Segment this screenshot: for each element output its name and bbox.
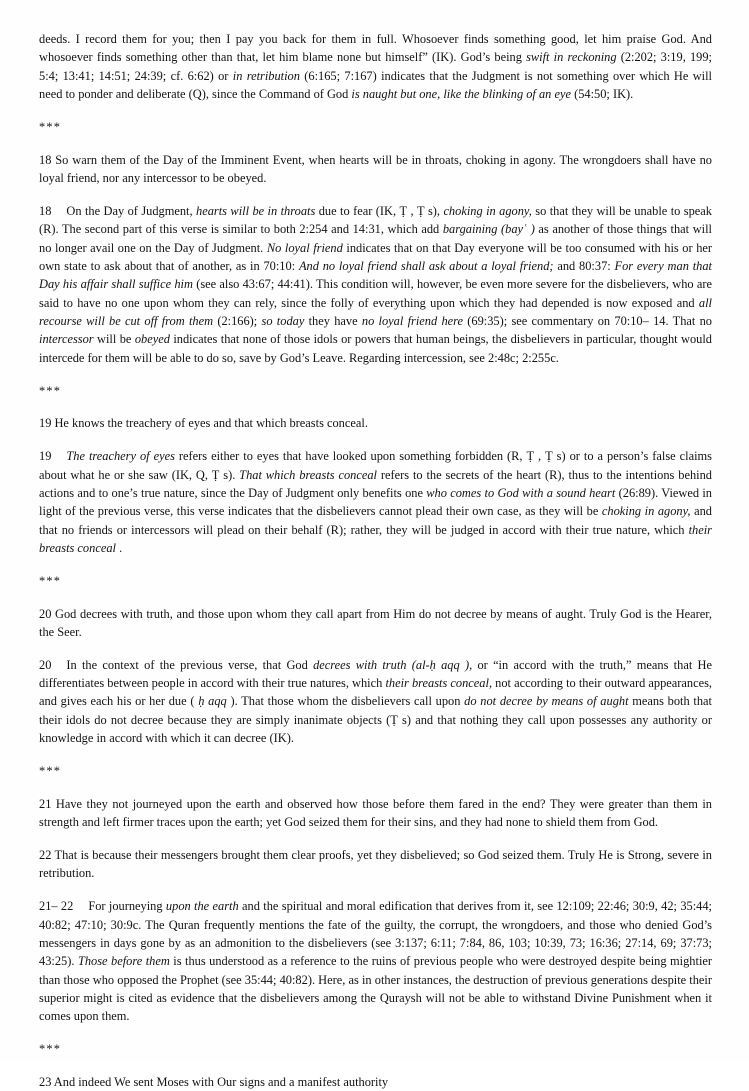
emphasis-text: choking in agony,	[601, 504, 691, 519]
paragraph-continuation-top	[39, 30, 712, 103]
emphasis-text: ḥ aqq	[198, 694, 227, 709]
body-text: as another of those things that will no longer avail one on the Day of Judgment.	[39, 222, 712, 255]
body-text: On the Day of Judgment,	[66, 203, 197, 218]
emphasis-text: swift in reckoning	[526, 50, 617, 65]
body-text: (26:89). Viewed in light of the previous verse, this verse indicates that the disbelievers cannot plead their own case, as they will be	[39, 485, 713, 519]
body-text: 21 Have they not journeyed upon the earth and observed how those before them fared in the end? They were greater than them in strength and left firmer traces upon the earth; yet God seized them for their sins, and they had none to shield them from God.	[39, 796, 712, 830]
emphasis-text: decrees with truth	[313, 657, 407, 672]
body-text: means both that their idols do not decree because they are simply inanimate objects (Ṭ s) and that nothing they call upon possesses any authority or knowledge in accord with which it can decree (IK).	[39, 694, 712, 746]
body-text: (see also 43:67; 44:41). This condition will, however, be even more severe for the disbelievers, who are said to have no one upon whom they can rely, since the folly of everything upon which they had depended is now exposed and	[39, 277, 712, 310]
separator-1: ***	[39, 119, 62, 134]
commentary-21-22	[39, 897, 712, 1025]
emphasis-text: Those before them	[77, 954, 170, 969]
body-text: and 80:37:	[553, 258, 615, 273]
body-text: (2:202; 3:19, 199; 5:4; 13:41; 14:51; 24:39; cf. 6:62) or	[39, 50, 712, 83]
verse-19-text	[39, 414, 712, 432]
emphasis-text: all recourse will be cut off from them	[39, 295, 712, 328]
commentary-18	[39, 202, 712, 367]
commentary-verse-number: 20	[39, 657, 52, 672]
emphasis-text: intercessor	[39, 332, 94, 347]
commentary-verse-number: 21– 22	[39, 899, 74, 914]
verse-23-text	[39, 1073, 712, 1091]
emphasis-text: hearts will be in throats	[196, 203, 316, 218]
body-text: 18 So warn them of the Day of the Imminent Event, when hearts will be in throats, choking in agony. The wrongdoers shall have no loyal friend, nor any intercessor to be obeyed.	[39, 152, 712, 186]
emphasis-text: is naught but one, like the blinking of an eye	[351, 87, 571, 102]
body-text: due to fear (IK, Ṭ , Ṭ s),	[315, 203, 444, 218]
body-text: is thus understood as a reference to the ruins of previous people who were destroyed despite being mightier than those who opposed the Prophet (see 35:44; 40:82). Here, as in other instances, the destruction of previous generations despite their superior might is cited as evidence that the disbelievers among the Quraysh will not be able to withstand Divine Punishment when it comes upon them.	[39, 954, 713, 1024]
body-text: (6:165; 7:167) indicates that the Judgment is not something over which He will need to ponder and deliberate (Q), since the Command of God	[39, 68, 712, 102]
separator-2: ***	[39, 383, 62, 398]
emphasis-text: That which breasts conceal	[239, 467, 377, 482]
body-text: refers either to eyes that have looked upon something forbidden (R, Ṭ , Ṭ s) or to a person’s false claims about what he or she saw (IK, Q, Ṭ s).	[39, 449, 713, 482]
emphasis-text: no loyal friend here	[361, 313, 463, 328]
verse-21-text	[39, 795, 712, 832]
body-text: ). That those whom the disbelievers call upon	[226, 694, 465, 709]
verse-20-text	[39, 605, 712, 642]
commentary-20	[39, 656, 712, 748]
emphasis-text: do not decree by means of aught	[464, 694, 629, 709]
emphasis-text: For every man that Day his affair shall suffice him	[39, 258, 712, 292]
emphasis-text: so today	[261, 313, 305, 328]
body-text: not according to their outward appearances, and gives each his or her due (	[39, 676, 713, 709]
body-text: In the context of the previous verse, that God	[66, 657, 314, 672]
body-text: 22 That is because their messengers brought them clear proofs, yet they disbelieved; so God seized them. Truly He is Strong, severe in retribution.	[39, 848, 712, 881]
emphasis-text: And no loyal friend shall ask about a loyal friend;	[298, 258, 554, 273]
body-text: 19 He knows the treachery of eyes and that which breasts conceal.	[39, 416, 368, 431]
body-text: refers to the secrets of the heart (R), thus to the intentions behind actions and to one’s true nature, since the Day of Judgment only benefits one	[39, 467, 712, 500]
body-text: indicates that on that Day everyone will be too consumed with his or her own state to ask about that of another, as in 70:10:	[39, 240, 713, 273]
emphasis-text: The treachery of eyes	[66, 449, 175, 464]
body-text: (69:35); see commentary on 70:10– 14. That no	[463, 313, 712, 328]
body-text: indicates that none of those idols or powers that human beings, the disbelievers in particular, thought would intercede for them will be able to do so, save by God’s Leave. Regarding intercession, see 2:48c; 2:255c.	[39, 332, 712, 365]
emphasis-text: choking in agony,	[443, 203, 532, 218]
separator-4: ***	[39, 764, 62, 778]
separator-3: ***	[39, 573, 62, 588]
body-text: so that they will be unable to speak (R). The second part of this verse is similar to both 2:254 and 14:31, which add	[39, 203, 712, 237]
body-text: 20 God decrees with truth, and those upon whom they call apart from Him do not decree by means of aught. Truly God is the Hearer, the Seer.	[39, 606, 712, 639]
body-text: (54:50; IK).	[570, 87, 634, 102]
body-text: , or “in accord with the truth,” means that He differentiates between people in accord with their true natures, which	[39, 657, 712, 691]
emphasis-text: (al-ḥ aqq )	[406, 657, 470, 672]
emphasis-text: upon the earth	[165, 899, 239, 914]
body-text: .	[115, 540, 123, 555]
commentary-verse-number: 19	[39, 449, 52, 464]
body-text: and that no friends or intercessors will plead on their behalf (R); rather, they will be judged in accord with their true nature, which	[39, 504, 712, 537]
verse-18-text	[39, 151, 712, 188]
emphasis-text: who comes to God with a sound heart	[426, 485, 616, 500]
body-text: they have	[304, 313, 362, 328]
emphasis-text: their breasts conceal,	[385, 676, 493, 691]
separator-5: ***	[39, 1042, 62, 1057]
verse-22-text	[39, 846, 712, 883]
body-text: (2:166);	[213, 313, 262, 328]
body-text: For journeying	[88, 899, 166, 914]
body-text: deeds. I record them for you; then I pay you back for them in full. Whosoever finds something good, let him praise God. And whosoever finds something other than that, let him blame none but himself” (IK). God’s being	[39, 32, 712, 65]
body-text: will be	[93, 332, 135, 347]
body-text: 23 And indeed We sent Moses with Our signs and a manifest authority	[39, 1074, 389, 1089]
emphasis-text: obeyed	[134, 332, 170, 347]
commentary-19	[39, 447, 712, 557]
emphasis-text: bargaining (bayʿ )	[442, 222, 535, 237]
emphasis-text: No loyal friend	[266, 240, 343, 255]
body-text: and the spiritual and moral edification that derives from it, see 12:109; 22:46; 30:9, 42; 35:44; 40:82; 47:10; 30:9c. The Quran frequently mentions the fate of the guilty, the corrupt, the wrongdoers, and those who denied God’s messengers in days gone by as an admonition to the disbelievers (see 3:137; 6:11; 7:84, 86, 103; 10:39, 73; 16:36; 27:14, 69; 37:73; 43:25).	[39, 899, 713, 969]
commentary-verse-number: 18	[39, 203, 52, 218]
emphasis-text: in retribution	[232, 68, 300, 83]
emphasis-text: their breasts conceal	[39, 522, 712, 555]
document-content	[39, 30, 712, 1091]
